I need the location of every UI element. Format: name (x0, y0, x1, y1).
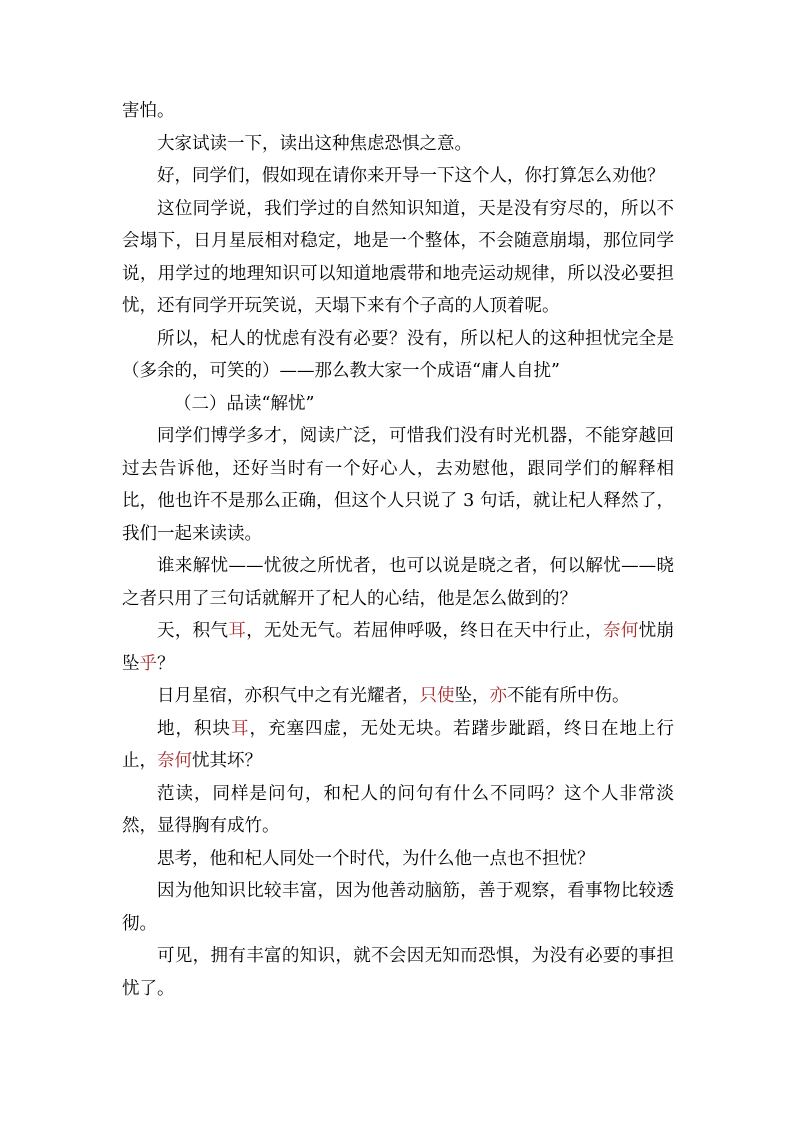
text-segment: 范读，同样是问句，和杞人的问句有什么不同吗？这个人非常淡然，显得胸有成竹。 (122, 783, 674, 836)
text-segment: 地，积块 (157, 718, 231, 739)
text-segment: 同学们博学多才，阅读广泛，可惜我们没有时光机器，不能穿越回过去告诉他，还好当时有一个好心人，去劝慰他，跟同学们的解释相比，他也许不是那么正确，但这个人只说了 3 句话，就让杞人释然了，我们一起来读读。 (122, 426, 674, 544)
text-segment: 因为他知识比较丰富，因为他善动脑筋，善于观察，看事物比较透彻。 (122, 881, 674, 934)
text-segment: ？ (157, 653, 175, 674)
paragraph (122, 778, 674, 843)
paragraph (122, 193, 674, 323)
text-segment: 日月星宿，亦积气中之有光耀者， (157, 686, 420, 706)
text-segment: ，充塞四虚，无处无块。若躇步跐蹈，终日在地上行止， (122, 718, 674, 771)
paragraph (122, 550, 674, 615)
text-segment: 大家试读一下，读出这种焦虑恐惧之意。 (157, 133, 472, 154)
paragraph (122, 875, 674, 940)
highlighted-word: 只使 (419, 686, 455, 706)
highlighted-word: 奈何 (157, 751, 192, 771)
text-segment: ，无处无气。若屈伸呼吸，终日在天中行止， (246, 621, 603, 641)
text-segment: 这位同学说，我们学过的自然知识知道，天是没有穷尽的，所以不会塌下，日月星辰相对稳定，地是一个整体，不会随意崩塌，那位同学说，用学过的地理知识可以知道地震带和地壳运动规律，所以没必要担忧，还有同学开玩笑说，天塌下来有个子高的人顶着呢。 (122, 198, 674, 316)
text-segment: 思考，他和杞人同处一个时代，为什么他一点也不担忧？ (157, 848, 595, 869)
paragraph (122, 940, 674, 1005)
section-heading (122, 388, 674, 421)
text-segment: 害怕。 (122, 101, 175, 121)
text-segment: 可见，拥有丰富的知识，就不会因无知而恐惧，为没有必要的事担忧了。 (122, 946, 674, 999)
paragraph (122, 128, 674, 161)
document-body (122, 95, 674, 1005)
paragraph (122, 420, 674, 550)
classical-quote-earth (122, 713, 674, 778)
classical-quote-sky (122, 615, 674, 680)
text-segment: 谁来解忧——忧彼之所忧者，也可以说是晓之者，何以解忧——晓之者只用了三句话就解开了杞人的心结，他是怎么做到的？ (122, 556, 674, 609)
text-segment: 所以，杞人的忧虑有没有必要？没有，所以杞人的这种担忧完全是（多余的，可笑的）——那么教大家一个成语“庸人自扰” (122, 328, 674, 381)
paragraph (122, 323, 674, 388)
highlighted-word: 奈何 (603, 621, 639, 641)
text-segment: （二）品读“解忧” (174, 393, 315, 414)
text-segment: 坠， (454, 686, 490, 706)
text-segment: 忧崩坠 (122, 621, 675, 674)
highlighted-word: 耳 (228, 621, 247, 641)
highlighted-word: 乎 (139, 653, 157, 674)
highlighted-word: 耳 (231, 718, 250, 739)
highlighted-word: 亦 (489, 686, 507, 706)
paragraph (122, 160, 674, 193)
text-segment: 不能有所中伤。 (507, 686, 630, 706)
text-segment: 天，积气 (157, 621, 229, 641)
paragraph (122, 95, 674, 128)
text-segment: 好，同学们，假如现在请你来开导一下这个人，你打算怎么劝他？ (157, 166, 665, 186)
text-segment: 忧其坏？ (192, 751, 262, 771)
paragraph (122, 843, 674, 876)
classical-quote-stars (122, 680, 674, 713)
